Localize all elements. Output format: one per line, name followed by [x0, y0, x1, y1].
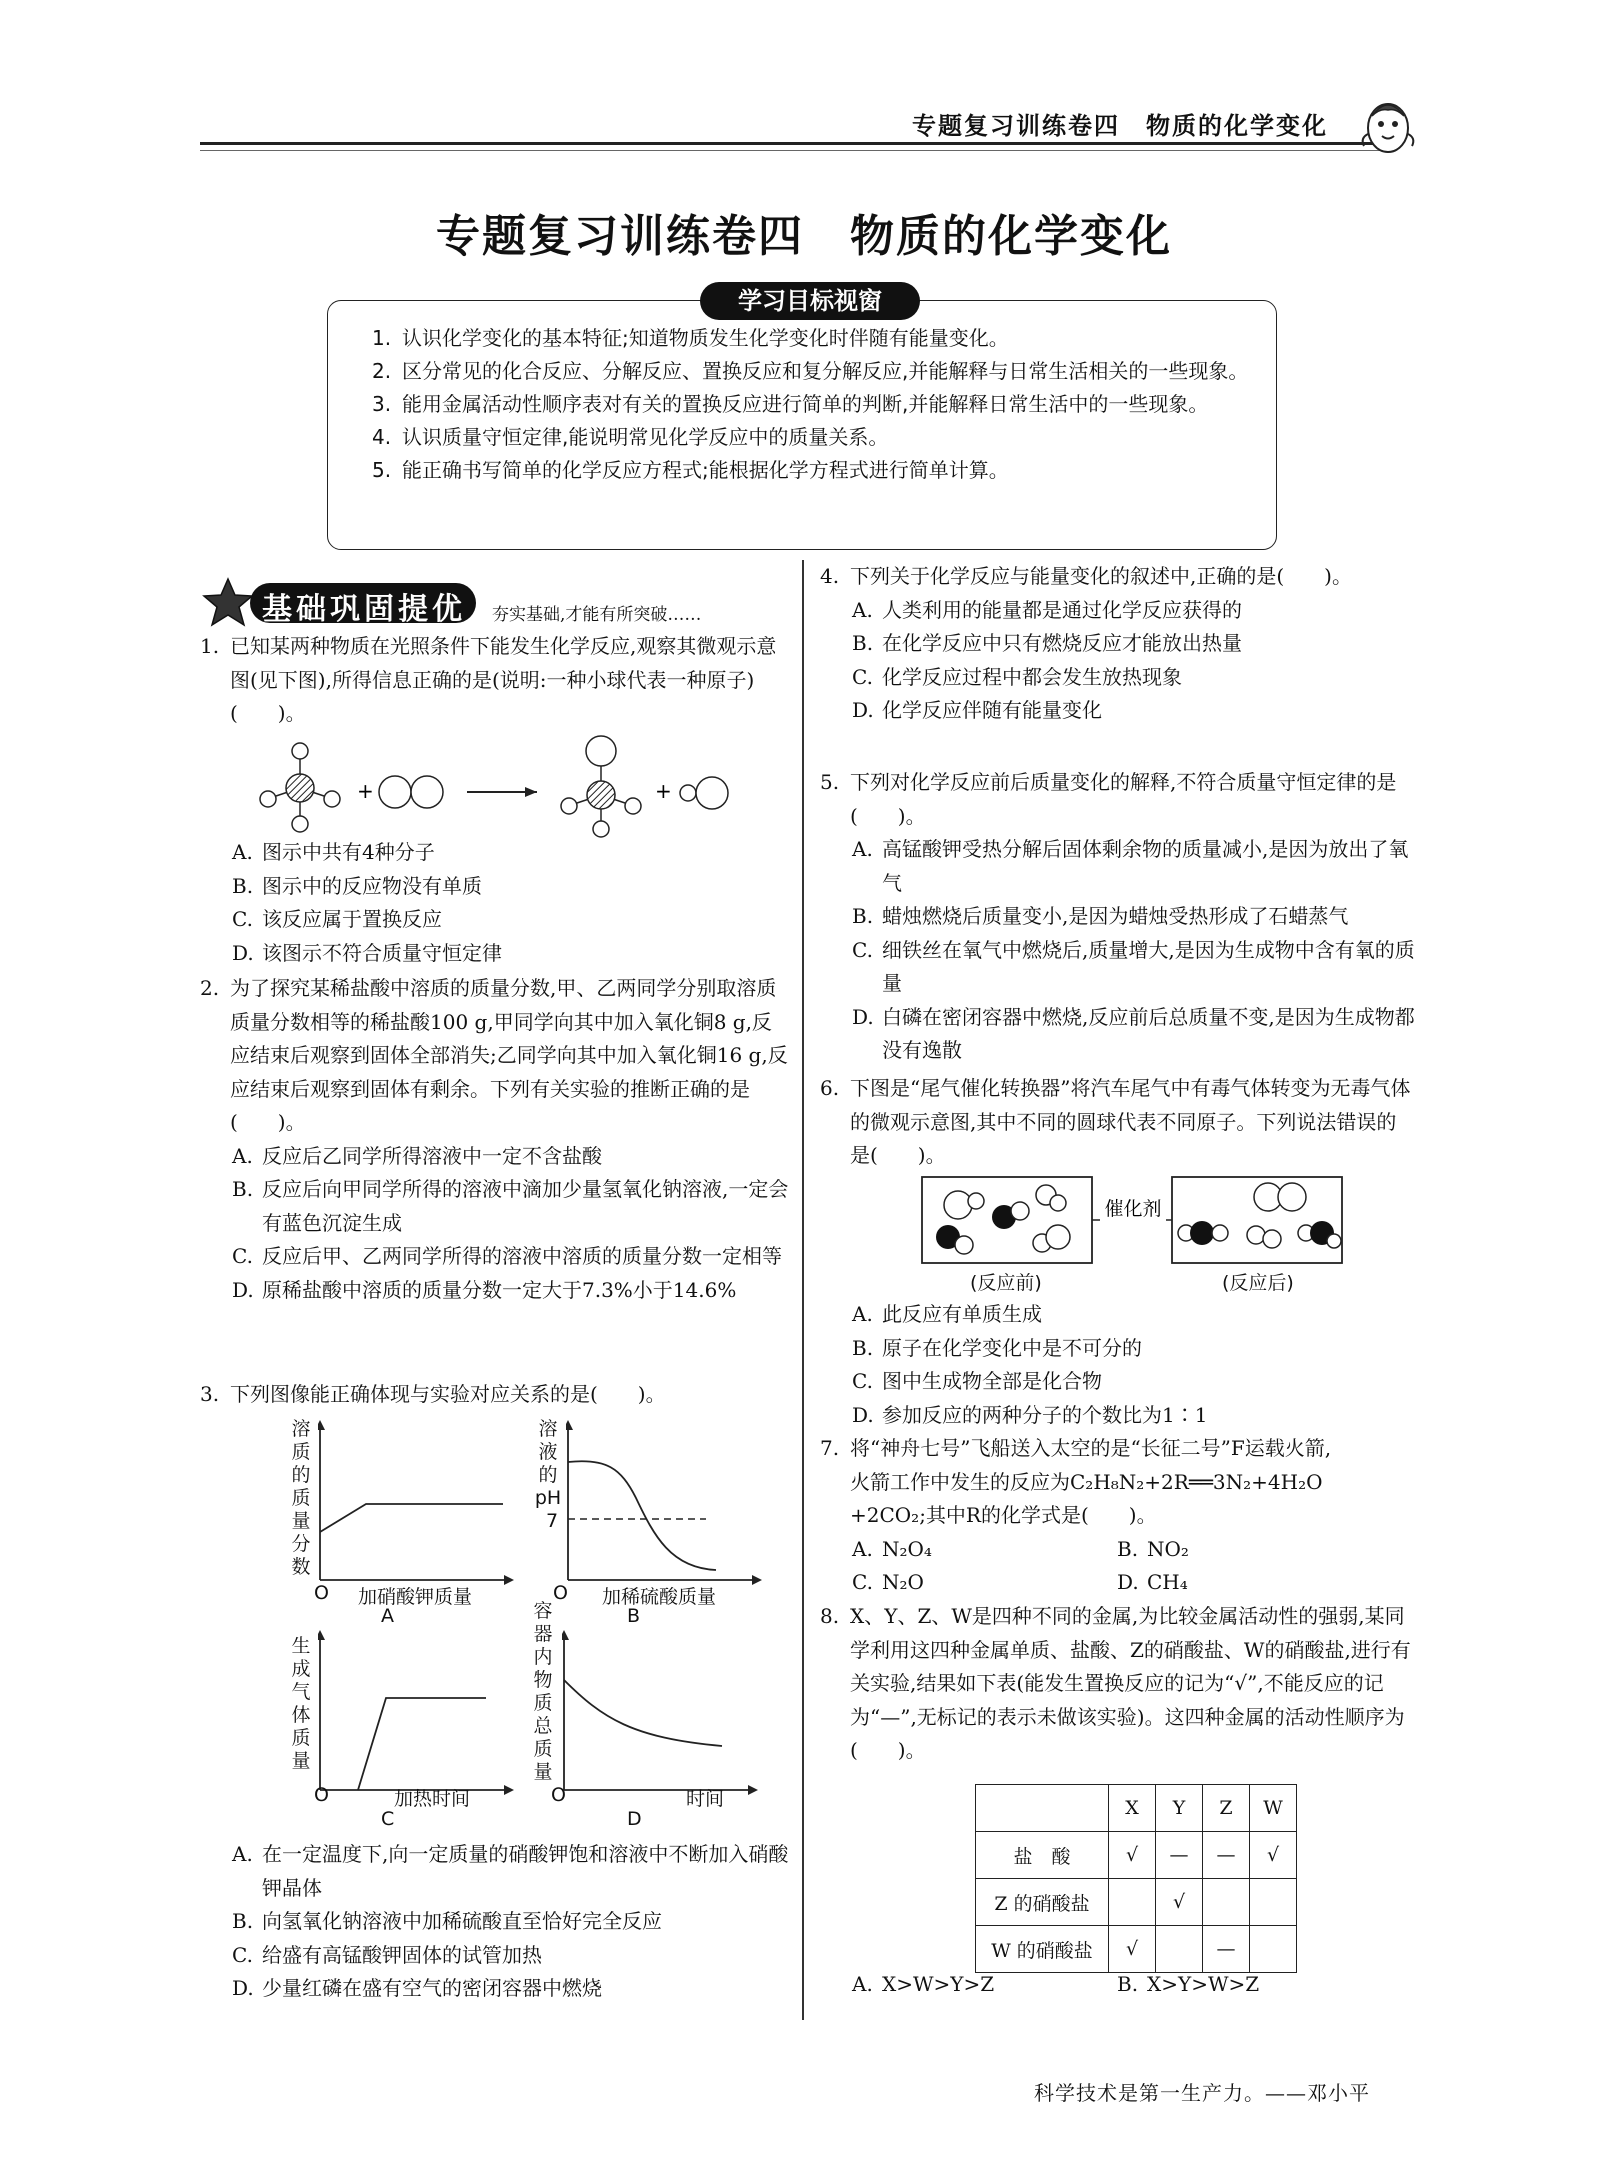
- option-a[interactable]: A. N₂O₄: [852, 1536, 932, 1561]
- section-title: 基础巩固提优: [262, 592, 466, 627]
- section-banner: [200, 575, 480, 629]
- section-subtitle: 夯实基础,才能有所突破……: [492, 605, 702, 625]
- question-7: 7. 将“神舟七号”飞船送入太空的是“长征二号”F运载火箭, 火箭工作中发生的反应为C₂H₈N₂+2R══3N₂+4H₂O +2CO₂;其中R的化学式是( )。 A. N₂O₄ B. NO₂ C. N₂O D. CH₄: [820, 1432, 1415, 1600]
- q3-options: [200, 1838, 790, 2006]
- goal-item: 2. 区分常见的化合反应、分解反应、置换反应和复分解反应,并能解释与日常生活相关的一些现象。: [372, 359, 1249, 383]
- q8-options: [820, 1968, 1415, 2002]
- option-a[interactable]: A. 人类利用的能量都是通过化学反应获得的: [852, 597, 1242, 622]
- graph-c-ylabel: 生 成 气 体 质 量: [291, 1635, 311, 1772]
- option-b[interactable]: B. 蜡烛燃烧后质量变小,是因为蜡烛受热形成了石蜡蒸气: [852, 904, 1349, 928]
- option-b[interactable]: B. 在化学反应中只有燃烧反应才能放出热量: [852, 631, 1242, 655]
- catalyst-label: 催化剂: [1104, 1198, 1162, 1220]
- graph-a-caption: A: [381, 1605, 394, 1627]
- option-a[interactable]: A. 在一定温度下,向一定质量的硝酸钾饱和溶液中不断加入硝酸钾晶体: [232, 1842, 789, 1900]
- option-d[interactable]: D. 少量红磷在盛有空气的密闭容器中燃烧: [232, 1976, 602, 2000]
- option-d[interactable]: D. 白磷在密闭容器中燃烧,反应前后总质量不变,是因为生成物都没有逸散: [852, 1004, 1415, 1062]
- option-b[interactable]: B. NO₂: [1117, 1536, 1189, 1561]
- graph-a-origin: O: [314, 1582, 329, 1604]
- table-row: W 的硝酸盐 √ —: [976, 1926, 1297, 1973]
- question-3: 3. 下列图像能正确体现与实验对应关系的是( )。: [200, 1382, 666, 1406]
- graph-d-origin: O: [551, 1784, 566, 1806]
- option-d[interactable]: D. 该图示不符合质量守恒定律: [232, 940, 502, 965]
- option-a[interactable]: A. 反应后乙同学所得溶液中一定不含盐酸: [232, 1143, 602, 1168]
- question-4: 4. 下列关于化学反应与能量变化的叙述中,正确的是( )。 A. 人类利用的能量都是通过化学反应获得的 B. 在化学反应中只有燃烧反应才能放出热量 C. 化学反应过程中都会发生放热现象 D. 化学反应伴随有能量变化: [820, 560, 1415, 728]
- option-c[interactable]: C. N₂O: [852, 1570, 924, 1594]
- option-a[interactable]: A. 图示中共有4种分子: [232, 840, 435, 864]
- q6-catalytic-diagram: [920, 1175, 1350, 1270]
- goals-list: [372, 322, 1272, 487]
- graph-c-xlabel: 加热时间: [394, 1788, 471, 1810]
- goal-item: 5. 能正确书写简单的化学反应方程式;能根据化学方程式进行简单计算。: [372, 458, 1009, 482]
- graph-a-ylabel: 溶 质 的 质 量 分 数: [291, 1418, 311, 1578]
- graph-c: [318, 1628, 518, 1798]
- q8-results-table: [975, 1784, 1297, 1973]
- graph-b-xlabel: 加稀硫酸质量: [602, 1586, 717, 1608]
- option-c[interactable]: C. 细铁丝在氧气中燃烧后,质量增大,是因为生成物中含有氧的质量: [852, 937, 1415, 995]
- option-b[interactable]: B. 图示中的反应物没有单质: [232, 873, 482, 898]
- q1-options: [200, 836, 790, 970]
- question-6: 6. 下图是“尾气催化转换器”将汽车尾气中有毒气体转变为无毒气体的微观示意图,其中不同的圆球代表不同原子。下列说法错误的是( )。: [820, 1076, 1411, 1167]
- graph-a-xlabel: 加硝酸钾质量: [358, 1586, 473, 1608]
- graph-a: [318, 1418, 518, 1588]
- header-title: 专题复习训练卷四 物质的化学变化: [912, 112, 1328, 140]
- option-c[interactable]: C. 图中生成物全部是化合物: [852, 1369, 1102, 1393]
- graph-b-tick: 7: [546, 1510, 559, 1532]
- graph-d-xlabel: 时间: [686, 1788, 725, 1810]
- table-row: Z 的硝酸盐 √: [976, 1879, 1297, 1926]
- graph-d: [562, 1628, 762, 1798]
- after-label: (反应后): [1222, 1272, 1294, 1294]
- option-d[interactable]: D. 原稀盐酸中溶质的质量分数一定大于7.3%小于14.6%: [232, 1277, 737, 1302]
- graph-c-caption: C: [381, 1808, 395, 1830]
- table-row: 盐 酸 √ — — √: [976, 1832, 1297, 1879]
- question-5: 5. 下列对化学反应前后质量变化的解释,不符合质量守恒定律的是( )。 A. 高锰酸钾受热分解后固体剩余物的质量减小,是因为放出了氧气 B. 蜡烛燃烧后质量变小,是因为蜡烛受热形成了石蜡蒸气 C. 细铁丝在氧气中燃烧后,质量增大,是因为生成物中含有氧的质量 D. 白磷在密闭容器中燃烧,反应前后总质量不变,是因为生成物都没有逸散: [820, 766, 1415, 1068]
- q1-molecule-diagram: [255, 735, 765, 840]
- graph-c-origin: O: [314, 1784, 329, 1806]
- graph-d-caption: D: [627, 1808, 642, 1830]
- option-d[interactable]: D. CH₄: [1117, 1570, 1188, 1594]
- before-label: (反应前): [970, 1272, 1042, 1294]
- graph-b: [566, 1418, 766, 1588]
- column-divider: [802, 560, 804, 2020]
- option-c[interactable]: C. 该反应属于置换反应: [232, 907, 442, 931]
- option-c[interactable]: C. 给盛有高锰酸钾固体的试管加热: [232, 1942, 542, 1967]
- question-2: 2. 为了探究某稀盐酸中溶质的质量分数,甲、乙两同学分别取溶质质量分数相等的稀盐酸100 g,甲同学向其中加入氧化铜8 g,反应结束后观察到固体全部消失;乙同学向其中加入氧化铜16 g,反应结束后观察到固体有剩余。下列有关实验的推断正确的是( )。 A. 反应后乙同学所得溶液中一定不含盐酸 B. 反应后向甲同学所得的溶液中滴加少量氢氧化钠溶液,一定会有蓝色沉淀生成 C. 反应后甲、乙两同学所得的溶液中溶质的质量分数一定相等 D. 原稀盐酸中溶质的质量分数一定大于7.3%小于14.6%: [200, 972, 790, 1307]
- option-d[interactable]: D. 参加反应的两种分子的个数比为1∶1: [852, 1402, 1208, 1427]
- question-8: 8. X、Y、Z、W是四种不同的金属,为比较金属活动性的强弱,某同学利用这四种金属单质、盐酸、Z的硝酸盐、W的硝酸盐,进行有关实验,结果如下表(能发生置换反应的记为“√”,不能反应的记为“—”,无标记的表示未做该实验)。这四种金属的活动性顺序为( )。: [820, 1604, 1411, 1762]
- goal-item: 3. 能用金属活动性顺序表对有关的置换反应进行简单的判断,并能解释日常生活中的一些现象。: [372, 392, 1209, 416]
- graph-b-origin: O: [553, 1582, 568, 1604]
- option-a[interactable]: A. 高锰酸钾受热分解后固体剩余物的质量减小,是因为放出了氧气: [852, 837, 1409, 895]
- goals-label: 学习目标视窗: [700, 282, 920, 320]
- page-title: 专题复习训练卷四 物质的化学变化: [436, 211, 1172, 262]
- header-rule-thin: [200, 150, 1383, 151]
- q6-options: [820, 1298, 1415, 1432]
- graph-d-ylabel: 容 器 内 物 质 总 质 量: [533, 1600, 553, 1783]
- graph-b-caption: B: [627, 1605, 641, 1627]
- goal-item: 4. 认识质量守恒定律,能说明常见化学反应中的质量关系。: [372, 425, 889, 449]
- option-b[interactable]: B. 原子在化学变化中是不可分的: [852, 1335, 1142, 1360]
- table-header-row: X Y Z W: [976, 1785, 1297, 1832]
- option-a[interactable]: A. X>W>Y>Z: [852, 1972, 995, 1996]
- option-c[interactable]: C. 反应后甲、乙两同学所得的溶液中溶质的质量分数一定相等: [232, 1244, 782, 1268]
- option-b[interactable]: B. X>Y>W>Z: [1117, 1972, 1260, 1996]
- option-a[interactable]: A. 此反应有单质生成: [852, 1302, 1042, 1326]
- mascot-icon: [1358, 88, 1418, 160]
- graph-b-ylabel: 溶 液 的 pH: [534, 1418, 562, 1509]
- goal-item: 1. 认识化学变化的基本特征;知道物质发生化学变化时伴随有能量变化。: [372, 326, 1009, 350]
- plus-sign: +: [357, 779, 374, 803]
- option-d[interactable]: D. 化学反应伴随有能量变化: [852, 698, 1102, 722]
- footer-quote: 科学技术是第一生产力。——邓小平: [1034, 2081, 1370, 2105]
- option-c[interactable]: C. 化学反应过程中都会发生放热现象: [852, 664, 1182, 689]
- option-b[interactable]: B. 反应后向甲同学所得的溶液中滴加少量氢氧化钠溶液,一定会有蓝色沉淀生成: [232, 1177, 789, 1235]
- question-1: 1. 已知某两种物质在光照条件下能发生化学反应,观察其微观示意图(见下图),所得信息正确的是(说明:一种小球代表一种原子)( )。: [200, 634, 777, 725]
- plus-sign: +: [655, 779, 672, 803]
- option-b[interactable]: B. 向氢氧化钠溶液中加稀硫酸直至恰好完全反应: [232, 1909, 662, 1933]
- header-rule: [200, 142, 1383, 145]
